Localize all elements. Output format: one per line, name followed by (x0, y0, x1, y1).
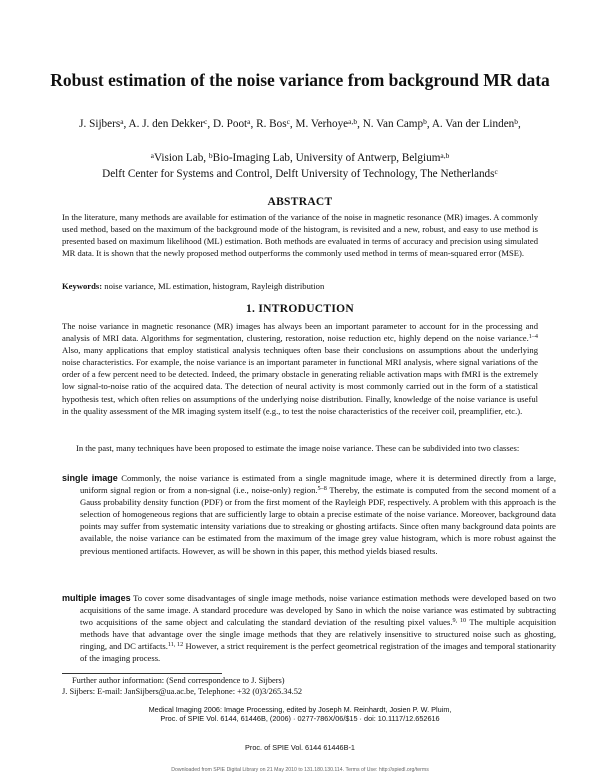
download-notice: Downloaded from SPIE Digital Library on 21 May 2010 to 131.180.130.114. Terms of Use: http://spiedl.org/terms (171, 767, 429, 773)
keywords-text: noise variance, ML estimation, histogram, Rayleigh distribution (104, 281, 325, 291)
keywords (62, 280, 538, 292)
proceedings-line-2: Proc. of SPIE Vol. 6144, 61446B, (2006) · 0277-786X/06/$15 · doi: 10.1117/12.652616 (160, 714, 440, 723)
list-term: multiple images (62, 593, 131, 603)
footnote-divider (62, 673, 222, 674)
author: R. Bos$^c$, (256, 117, 296, 130)
proceedings-line-1: Medical Imaging 2006: Image Processing, edited by Joseph M. Reinhardt, Josien P. W. Pluim, (148, 705, 452, 714)
author: M. Verhoye$^{a,b}$, (295, 117, 363, 130)
list-term: single image (62, 473, 118, 483)
footnote (62, 676, 538, 697)
affiliation-line-1: $^a$Vision Lab, $^b$Bio-Imaging Lab, University of Antwerp, Belgium$^{a,b}$ (150, 151, 450, 164)
list-item-multiple-images: multiple images To cover some disadvantages of single image methods, noise variance estimation methods were developed based on two acquisitions of the same image. A standard procedure was developed by Sano in which the noise variance was estimated by subtracting two acquisitions of the same object and calculating the standard deviation of the resulting pixel values.$^{9, 10}$ The multiple acquisition methods have that advantage over the single image methods that they are relatively insensitive to structured noise such as ghosting, ringing, and DC artifacts.$^{11, 12}$ However, a strict requirement is the perfect geometrical registration of the images and temporal stationarity of the imaging process. (62, 593, 556, 664)
abstract-text: In the literature, many methods are available for estimation of the variance of the noise in magnetic resonance (MR) images. A commonly used method, based on the maximum of the background mode of the histogram, is revisited and a new, robust, and easy to use method is presented based on maximum likelihood (ML) estimation. Both methods are evaluated in terms of accuracy and precision using simulated MR data. It is shown that the newly proposed method outperforms the commonly used method in terms of mean-squared error (MSE). (62, 212, 538, 259)
list-item-single-image: single image Commonly, the noise variance is estimated from a single magnitude image, where it is determined directly from a large, uniform signal region or from a non-signal (i.e., noise-only) region.$^{5-8}$ Thereby, the estimate is computed from the second moment of a Gauss probability density function (PDF) or from the first moment of the Rayleigh PDF, respectively. A problem with this approach is the selection of homogeneous regions that are sufficiently large to obtain a precise estimate of the noise variance. Moreover, background data points may suffer from systematic intensity variations due to streaking or ghosting artifacts. Since often many background data points are available, the noise variance can be estimated from the maximum of the image grey value histogram, which is more robust against the previous mentioned artifacts. However, as will be shown in this paper, this method yields biased results. (62, 473, 556, 556)
affiliation-line-2: Delft Center for Systems and Control, Delft University of Technology, The Netherlands$^c$ (102, 167, 498, 180)
keywords-label: Keywords: (62, 281, 103, 291)
author: D. Poot$^a$, (212, 117, 257, 130)
footnote-line-2: J. Sijbers: E-mail: JanSijbers@ua.ac.be, Telephone: +32 (0)3/265.34.52 (62, 686, 303, 696)
affiliations (40, 150, 560, 182)
author: A. J. den Dekker$^c$, (128, 117, 213, 130)
abstract-heading: ABSTRACT (267, 196, 333, 208)
author-list (36, 116, 564, 133)
section-heading-introduction: 1. INTRODUCTION (245, 303, 354, 315)
footnote-line-1: Further author information: (Send correspondence to J. Sijbers) (72, 676, 285, 685)
intro-paragraph-1: The noise variance in magnetic resonance (MR) images has always been an important parameter to account for in the processing and analysis of MRI data. Algorithms for segmentation, clustering, restoration, noise reduction etc, highly depend on the noise variance.$^{1-4}$ Also, many applications that employ statistical analysis techniques often base their conclusions on assumptions about the underlying noise characteristics. For example, the noise variance is an important parameter in functional MRI analysis, where signal variations of the order of a few percent need to be detected. Indeed, the primary obstacle in generating reliable activation maps with fMRI is the extremely low signal-to-noise ratio of the acquired data. The detection of neural activity is most commonly carried out in the form of a statistical hypothesis test, which often relies on assumptions of the underlying noise distribution. Finally, knowledge of the noise variance is useful in the quality assessment of the MR imaging system itself (e.g., to test the noise characteristics of the receiver coil, preamplifier, etc.). (62, 321, 538, 416)
page-number: Proc. of SPIE Vol. 6144 61446B-1 (245, 743, 355, 752)
proceedings-info (0, 705, 600, 723)
author: N. Van Camp$^b$, (362, 117, 432, 130)
author: A. Van der Linden$^b$, (431, 117, 521, 130)
author: J. Sijbers$^a$, (79, 117, 129, 130)
paper-title: Robust estimation of the noise variance from background MR data (50, 70, 550, 90)
intro-paragraph-2: In the past, many techniques have been proposed to estimate the image noise variance. These can be subdivided into two classes: (76, 443, 520, 453)
